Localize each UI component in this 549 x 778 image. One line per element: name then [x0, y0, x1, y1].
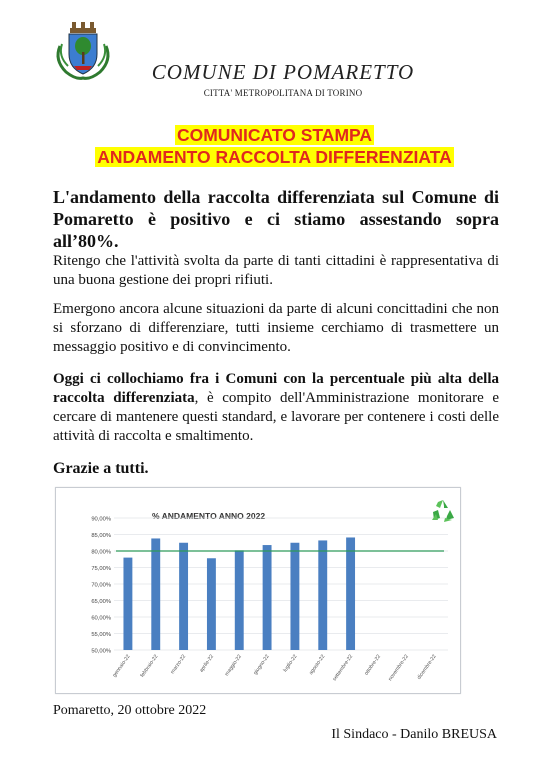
y-tick-label: 55,00%	[91, 632, 111, 638]
headline-line-2: ANDAMENTO RACCOLTA DIFFERENZIATA	[97, 147, 452, 167]
bar-maggio-22	[235, 550, 244, 650]
headline-line-1: COMUNICATO STAMPA	[176, 125, 373, 145]
bar-agosto-22	[318, 540, 327, 650]
paragraph-3-bold: Oggi ci collochiamo fra i Comuni con la percentuale più alta della raccolta differenziata	[53, 371, 499, 406]
bar-giugno-22	[263, 545, 272, 650]
chart-frame	[55, 487, 461, 694]
x-tick-label: aprile-22	[198, 653, 216, 674]
x-tick-label: febbraio-22	[139, 653, 160, 679]
municipality-crest-icon	[52, 16, 114, 82]
paragraph-2: Emergono ancora alcune situazioni da parte di alcuni concittadini che non si sforzano di differenziare, tutti insieme cerchiamo di trasmettere un messaggio positivo e di convincimento.	[53, 301, 499, 355]
y-tick-label: 80,00%	[91, 549, 111, 556]
bar-settembre-22	[346, 537, 355, 650]
x-tick-label: ottobre-22	[363, 653, 383, 677]
x-tick-label: settembre-22	[331, 653, 355, 683]
x-tick-label: novembre-22	[387, 653, 410, 683]
y-tick-label: 90,00%	[91, 516, 111, 523]
y-tick-label: 85,00%	[91, 533, 111, 539]
paragraph-3-rest: , è compito dell'Amministrazione monitorare e cercare di mantenere questi standard, e lavorare per contenere i costi delle attività di raccolta e smaltimento.	[53, 390, 499, 444]
y-tick-label: 60,00%	[91, 615, 111, 622]
x-tick-label: maggio-22	[223, 653, 243, 678]
y-tick-label: 75,00%	[91, 566, 111, 572]
y-tick-label: 70,00%	[91, 582, 111, 589]
x-tick-label: agosto-22	[308, 653, 327, 677]
x-tick-label: marzo-22	[169, 653, 188, 676]
x-tick-label: giugno-22	[252, 653, 271, 677]
x-tick-label: luglio-22	[282, 653, 299, 674]
bar-aprile-22	[207, 558, 216, 650]
y-tick-label: 50,00%	[91, 648, 111, 655]
mayor-signature: Il Sindaco - Danilo BREUSA	[331, 727, 497, 742]
chart-title: % ANDAMENTO ANNO 2022	[152, 511, 266, 521]
municipality-subtitle: CITTA' METROPOLITANA DI TORINO	[203, 88, 363, 98]
date-line: Pomaretto, 20 ottobre 2022	[53, 703, 207, 718]
x-tick-label: gennaio-22	[111, 653, 132, 679]
bar-luglio-22	[290, 543, 299, 650]
y-tick-label: 65,00%	[91, 599, 111, 605]
municipality-name: COMUNE DI POMARETTO	[151, 60, 415, 84]
bar-chart	[56, 488, 460, 693]
press-release-headline	[0, 124, 549, 168]
bar-marzo-22	[179, 543, 188, 650]
x-tick-label: dicembre-22	[416, 653, 438, 681]
lead-paragraph: L'andamento della raccolta differenziata sul Comune di Pomaretto è positivo e ci stiamo assestando sopra all’80%.	[53, 187, 499, 251]
paragraph-3	[53, 370, 499, 446]
paragraph-1: Ritengo che l'attività svolta da parte di tanti cittadini è rappresentativa di una buona gestione dei propri rifiuti.	[53, 253, 499, 288]
recycle-icon	[430, 498, 456, 524]
bar-febbraio-22	[151, 538, 160, 650]
bar-gennaio-22	[123, 558, 132, 650]
thanks-line: Grazie a tutti.	[53, 460, 149, 477]
